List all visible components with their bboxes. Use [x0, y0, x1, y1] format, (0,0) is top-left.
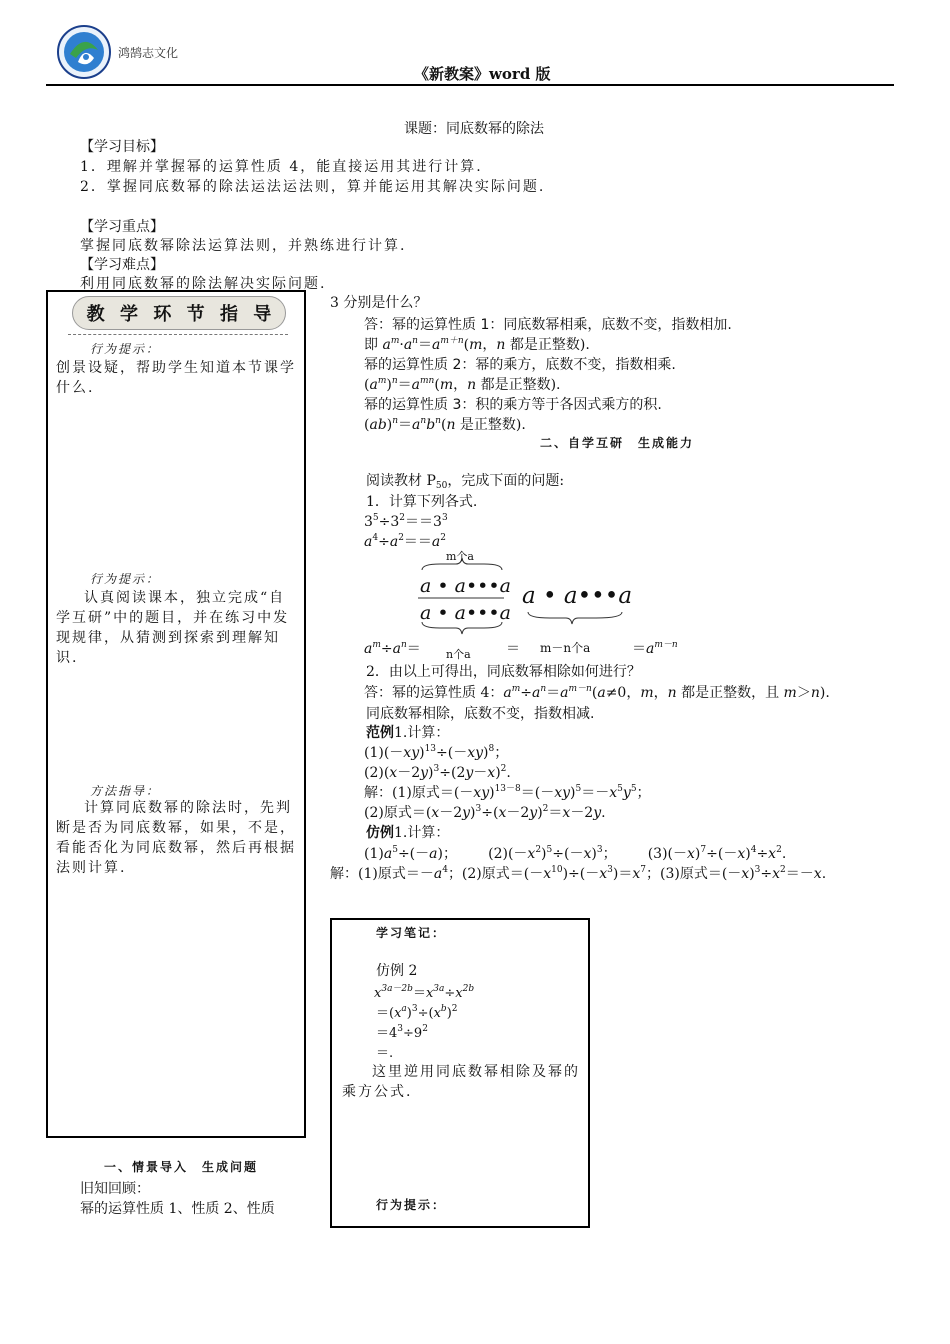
notes-tip: 这里逆用同底数幂相除及幂的乘方公式. [342, 1064, 580, 1100]
example-1-q2: $(2)(x-2y)^3\div(2y-x)^2$. [364, 764, 511, 781]
guide-banner [72, 296, 286, 330]
sidebar-guide-box [46, 290, 306, 1138]
question-2: 2．由以上可得出，同底数幂相除如何进行？ [366, 664, 641, 680]
calc-2: $a^4\div a^2==a^2$ [364, 533, 447, 550]
banner-divider [68, 334, 288, 335]
m-count-label: m个a [446, 550, 474, 563]
banner-char: 教 [86, 304, 105, 325]
hint2-text: 认真阅读课本，独立完成“自学互研”中的题目，并在练习中发现规律，从猜测到探索到理解知识. [56, 590, 290, 666]
property3-text: 幂的运算性质 3：积的乘方等于各因式乘方的积. [364, 397, 662, 413]
banner-char: 学 [119, 304, 138, 325]
property2-formula: $(a^m)^n=a^{mn}(m$，n 都是正整数). [364, 376, 561, 393]
example-1-q1: $(1)(-xy)^{13}\div(-xy)^8$； [364, 744, 509, 761]
imitation-1-title: 仿例1.计算： [366, 825, 450, 841]
equals-sign: ＝ [506, 641, 520, 657]
result-product: a • a•••a [522, 583, 633, 609]
lesson-title: 课题：同底数幂的除法 [404, 121, 544, 137]
hint1-label: 行为提示： [90, 342, 161, 356]
key-heading: 【学习重点】 [80, 219, 164, 235]
banner-char: 环 [153, 304, 172, 325]
study-notes-box [330, 918, 590, 1228]
example-1-sol2: (2)原式$=(x-2y)^3\div(x-2y)^2=x-2y$. [364, 804, 606, 821]
quotient-formula-left: $a^m\div a^n=$ [364, 640, 421, 657]
imitation-1-questions: $(1)a^5\div(-a)$； $(2)(-x^2)^5\div(-x)^3$； $(3)(-x)^7\div(-x)^4\div x^2$. [364, 845, 787, 862]
calc-1: $3^5\div 3^2==3^3$ [364, 513, 448, 530]
banner-char: 导 [253, 304, 272, 325]
example-1-title: 范例1.计算： [366, 725, 450, 741]
section1-heading: 一、情景导入 生成问题 [104, 1160, 259, 1174]
property1-answer: 答：幂的运算性质 1：同底数幂相乘，底数不变，指数相加. [364, 317, 732, 333]
difficulty-text: 利用同底数幂的除法解决实际问题. [80, 276, 327, 292]
section2-heading: 二、自学互研 生成能力 [540, 436, 695, 450]
numerator-product: a • a•••a [420, 575, 511, 597]
difficulty-heading: 【学习难点】 [80, 257, 164, 273]
banner-char: 指 [219, 304, 238, 325]
property3-formula: $(ab)^n=a^nb^n(n$ 是正整数). [364, 416, 526, 433]
banner-char: 节 [186, 304, 205, 325]
goals-heading: 【学习目标】 [80, 139, 164, 155]
header-rule [46, 84, 894, 86]
imitation-2-step1: $x^{3a-2b}=x^{3a}\div x^{2b}$ [374, 984, 475, 1001]
imitation-1-solutions: 解：(1)原式$=-a^4$；(2)原式$=(-x^{10})\div(-x^3)=x^7$；(3)原式$=(-x)^3\div x^2=-x$. [330, 865, 827, 882]
mn-count-label: m－n个a [540, 641, 591, 655]
example-1-sol1: 解：(1)原式$=(-xy)^{13-8}=(-xy)^5=-x^5y^5$； [364, 784, 651, 801]
denominator-product: a • a•••a [420, 602, 511, 624]
hint2-label: 行为提示： [90, 572, 161, 586]
notes-label: 学习笔记： [376, 926, 447, 940]
property4-answer: 答：幂的运算性质 4：$a^m\div a^n=a^{m-n}(a\ne 0$，m，n 都是正整数，且 m＞n). [364, 684, 830, 701]
goal-1: 1．理解并掌握幂的运算性质 4，能直接运用其进行计算. [80, 159, 483, 175]
imitation-2-title: 仿例 2 [376, 963, 418, 979]
property2-text: 幂的运算性质 2：幂的乘方，底数不变，指数相乘. [364, 357, 676, 373]
question-1: 1．计算下列各式. [366, 494, 478, 510]
notes-hint-label: 行为提示： [376, 1198, 447, 1212]
imitation-2-step2: $=(x^a)^3\div(x^b)^2$ [376, 1004, 458, 1021]
review-question: 3 分别是什么？ [330, 295, 428, 311]
doc-title: 《新教案》word 版 [414, 65, 551, 83]
method-label: 方法指导： [90, 784, 161, 798]
goal-2: 2．掌握同底数幂的除法运法运法则，算并能运用其解决实际问题. [80, 179, 546, 195]
read-textbook: 阅读教材 $P_{50}$，完成下面的问题: [366, 473, 565, 491]
method-text: 计算同底数幂的除法时，先判断是否为同底数幂，如果，不是，看能否化为同底数幂，然后再根据法则计算. [56, 800, 296, 876]
imitation-2-step3: $=4^3\div 9^2$ [376, 1024, 428, 1041]
rule-text: 同底数幂相除，底数不变，指数相减. [366, 706, 595, 722]
logo-emblem-icon [56, 24, 112, 80]
property1-formula: 即 $a^m\cdot a^n=a^{m+n}(m$，n 都是正整数). [364, 336, 590, 353]
imitation-2-step4: ＝. [376, 1046, 394, 1061]
review-label: 旧知回顾： [80, 1181, 150, 1197]
hint1-text: 创景设疑，帮助学生知道本节课学什么. [56, 360, 296, 396]
key-text: 掌握同底数幂除法运算法则，并熟练进行计算. [80, 238, 407, 254]
logo-text: 鸿鹄志文化 [118, 46, 179, 60]
review-text: 幂的运算性质 1、性质 2、性质 [80, 1201, 275, 1217]
n-count-label: n个a [446, 648, 471, 661]
quotient-formula-right: $=a^{m-n}$ [632, 640, 678, 657]
